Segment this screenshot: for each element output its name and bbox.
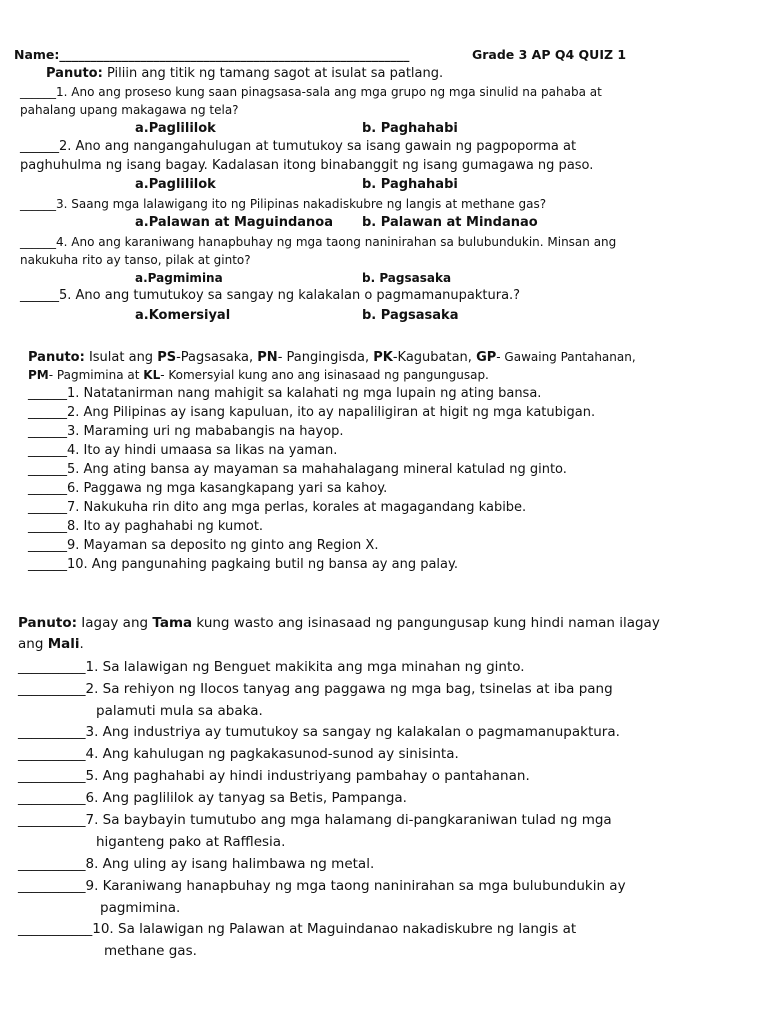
list-item: __________1. Sa lalawigan ng Benguet makikita ang mga minahan ng ginto. [18,659,525,675]
list-item: ______9. Mayaman sa deposito ng ginto ang Region X. [28,538,379,553]
list-item: __________8. Ang uling ay isang halimbawa ng metal. [18,856,375,872]
list-item: ______7. Nakukuha rin dito ang mga perlas, korales at magagandang kabibe. [28,500,527,515]
list-item-cont: pagmimina. [100,900,181,916]
q3-option-a: a.Palawan at Maguindanoa [135,215,333,230]
section3-instruction: Panuto: Iagay ang Tama kung wasto ang isinasaad ng pangungusap kung hindi naman ilagay [18,615,660,631]
list-item: __________3. Ang industriya ay tumutukoy sa sangay ng kalakalan o pagmamanupaktura. [18,724,620,740]
list-item: ______5. Ang ating bansa ay mayaman sa mahahalagang mineral katulad ng ginto. [28,462,567,477]
list-item: __________9. Karaniwang hanapbuhay ng mga taong naninirahan sa mga bulubundukin ay [18,878,626,894]
list-item: ______2. Ang Pilipinas ay isang kapuluan, ito ay napaliligiran at higit ng mga katubigan. [28,405,596,420]
name-field-label: Name:________________________________________________________ [14,47,410,62]
question-5: ______5. Ano ang tumutukoy sa sangay ng kalakalan o pagmamanupaktura.? [20,288,521,303]
list-item: ______10. Ang pangunahing pagkaing butil ng bansa ay ang palay. [28,557,458,572]
section2-instruction: Panuto: Isulat ang PS-Pagsasaka, PN- Pangingisda, PK-Kagubatan, GP- Gawaing Pantahanan, [28,350,636,365]
panuto-label: Panuto: [46,66,103,81]
question-3: ______3. Saang mga lalawigang ito ng Pilipinas nakadiskubre ng langis at methane gas? [20,197,547,211]
question-1-cont: pahalang upang makagawa ng tela? [20,103,239,117]
q2-option-b: b. Paghahabi [362,177,458,192]
section1-instruction: Panuto: Piliin ang titik ng tamang sagot at isulat sa patlang. [46,66,444,81]
question-4-cont: nakukuha rito ay tanso, pilak at ginto? [20,253,251,267]
section3-instruction-cont: ang Mali. [18,636,84,652]
list-item: ______1. Natatanirman nang mahigit sa kalahati ng mga lupain ng ating bansa. [28,386,542,401]
list-item: ______3. Maraming uri ng mababangis na hayop. [28,424,344,439]
list-item: __________6. Ang paglililok ay tanyag sa Betis, Pampanga. [18,790,407,806]
list-item: ______4. Ito ay hindi umaasa sa likas na yaman. [28,443,338,458]
list-item: ______8. Ito ay paghahabi ng kumot. [28,519,264,534]
list-item: ___________10. Sa lalawigan ng Palawan at Maguindanao nakadiskubre ng langis at [18,921,577,937]
question-2-cont: paghuhulma ng isang bagay. Kadalasan itong binabanggit ng isang gumagawa ng paso. [20,158,594,173]
quiz-title: Grade 3 AP Q4 QUIZ 1 [472,47,627,62]
question-4: ______4. Ano ang karaniwang hanapbuhay ng mga taong naninirahan sa bulubundukin. Minsan ang [20,235,617,249]
q5-option-b: b. Pagsasaka [362,308,459,323]
q3-option-b: b. Palawan at Mindanao [362,215,538,230]
question-2: ______2. Ano ang nangangahulugan at tumutukoy sa isang gawain ng pagpoporma at [20,139,577,154]
q2-option-a: a.Paglililok [135,177,216,192]
list-item-cont: palamuti mula sa abaka. [96,703,263,719]
list-item: ______6. Paggawa ng mga kasangkapang yari sa kahoy. [28,481,388,496]
q1-option-b: b. Paghahabi [362,121,458,136]
list-item: __________5. Ang paghahabi ay hindi industriyang pambahay o pantahanan. [18,768,530,784]
q4-option-a: a.Pagmimina [135,271,223,285]
list-item-cont: methane gas. [104,943,197,959]
list-item: __________4. Ang kahulugan ng pagkakasunod-sunod ay sinisinta. [18,746,459,762]
list-item-cont: higanteng pako at Rafflesia. [96,834,286,850]
q5-option-a: a.Komersiyal [135,308,231,323]
q4-option-b: b. Pagsasaka [362,271,452,285]
section2-instruction-cont: PM- Pagmimina at KL- Komersyial kung ano ang isinasaad ng pangungusap. [28,368,489,382]
list-item: __________7. Sa baybayin tumutubo ang mga halamang di-pangkaraniwan tulad ng mga [18,812,612,828]
question-1: ______1. Ano ang proseso kung saan pinagsasa-sala ang mga grupo ng mga sinulid na pahaba at [20,85,602,99]
q1-option-a: a.Paglililok [135,121,216,136]
list-item: __________2. Sa rehiyon ng Ilocos tanyag ang paggawa ng mga bag, tsinelas at iba pang [18,681,613,697]
